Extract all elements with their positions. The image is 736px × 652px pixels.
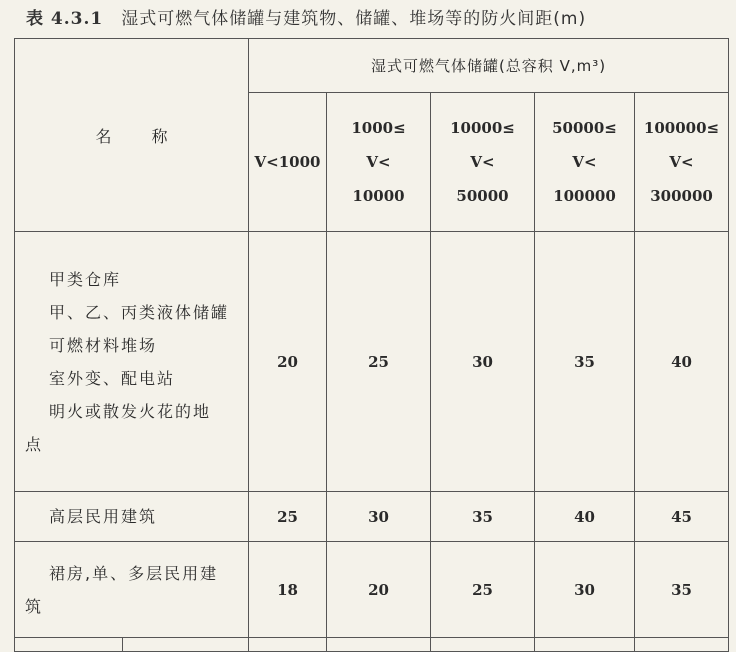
column-header-4: [535, 93, 635, 232]
table-row: [15, 232, 729, 492]
row-2-value-5: 45: [635, 492, 729, 542]
table-number: 表 4.3.1: [26, 9, 104, 29]
row-3-value-3: 25: [431, 542, 535, 638]
row-1-name-4: 室外变、配电站: [49, 368, 176, 388]
table-title: 湿式可燃气体储罐与建筑物、储罐、堆场等的防火间距(m): [121, 9, 587, 29]
name-header-cell: [15, 39, 249, 232]
volume-group-header: 湿式可燃气体储罐(总容积 V,m³): [249, 39, 729, 93]
row-1-names: [15, 232, 249, 492]
table-row: [15, 492, 729, 542]
name-header-label-2: 称: [151, 126, 168, 146]
table-row-continued: [15, 638, 729, 652]
row-2-names: [15, 492, 249, 542]
stub-cell-6: [535, 638, 635, 652]
row-3-name-2: 筑: [25, 596, 44, 616]
column-header-1: [249, 93, 327, 232]
column-header-2-line2: V<: [366, 153, 391, 171]
row-3-name-1: 裙房,单、多层民用建: [49, 563, 219, 583]
column-header-4-line2: V<: [572, 153, 597, 171]
row-1-value-3: 30: [431, 232, 535, 492]
stub-cell-1: [15, 638, 123, 652]
row-2-value-1: 25: [249, 492, 327, 542]
row-1-value-1: 20: [249, 232, 327, 492]
row-2-name-1: 高层民用建筑: [49, 507, 158, 526]
row-2-value-4: 40: [535, 492, 635, 542]
row-3-value-2: 20: [327, 542, 431, 638]
column-header-2-line1: 1000≤: [351, 119, 406, 137]
column-header-5-line3: 300000: [650, 187, 713, 205]
column-header-2: [327, 93, 431, 232]
stub-cell-7: [635, 638, 729, 652]
row-1-value-5: 40: [635, 232, 729, 492]
name-header-label-1: 名: [95, 126, 112, 146]
column-header-3-line2: V<: [470, 153, 495, 171]
row-1-name-6: 点: [25, 434, 44, 454]
row-3-value-4: 30: [535, 542, 635, 638]
column-header-2-line3: 10000: [352, 187, 405, 205]
column-header-4-line3: 100000: [553, 187, 616, 205]
row-1-name-5: 明火或散发火花的地: [49, 401, 212, 421]
header-row-group: [15, 39, 729, 93]
row-1-value-2: 25: [327, 232, 431, 492]
row-1-value-4: 35: [535, 232, 635, 492]
row-3-names: [15, 542, 249, 638]
column-header-5-line1: 100000≤: [643, 119, 720, 137]
row-2-value-3: 35: [431, 492, 535, 542]
fire-distance-table: [14, 38, 729, 652]
stub-cell-2: [123, 638, 249, 652]
row-1-name-1: 甲类仓库: [49, 269, 122, 289]
stub-cell-3: [249, 638, 327, 652]
column-header-1-line1: V<1000: [254, 153, 321, 171]
column-header-5: [635, 93, 729, 232]
table-caption: [26, 4, 586, 29]
stub-cell-4: [327, 638, 431, 652]
column-header-3-line3: 50000: [456, 187, 509, 205]
table-row: [15, 542, 729, 638]
column-header-3-line1: 10000≤: [450, 119, 515, 137]
row-2-value-2: 30: [327, 492, 431, 542]
stub-cell-5: [431, 638, 535, 652]
column-header-5-line2: V<: [669, 153, 694, 171]
row-3-value-1: 18: [249, 542, 327, 638]
row-3-value-5: 35: [635, 542, 729, 638]
column-header-4-line1: 50000≤: [552, 119, 617, 137]
row-1-name-2: 甲、乙、丙类液体储罐: [49, 302, 230, 322]
row-1-name-3: 可燃材料堆场: [49, 335, 158, 355]
column-header-3: [431, 93, 535, 232]
